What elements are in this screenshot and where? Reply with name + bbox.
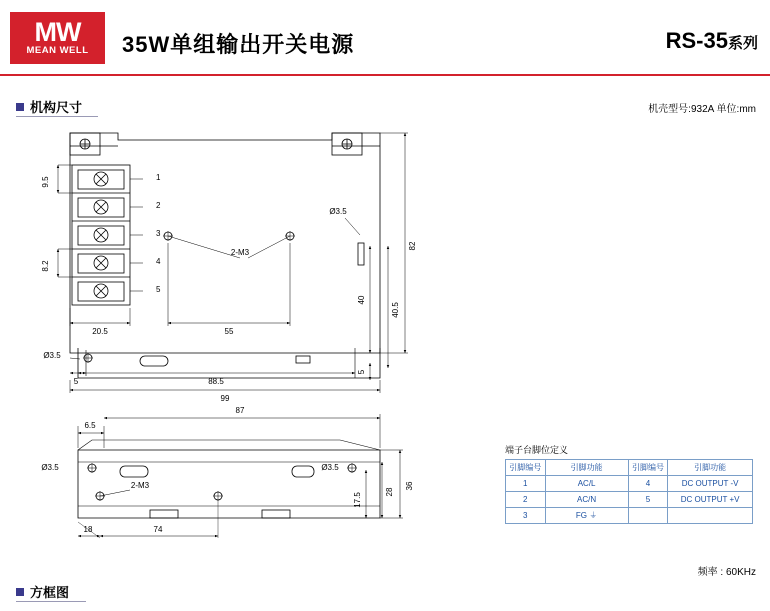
dim-5-left: 5 (73, 377, 79, 386)
section-heading-block-diagram-label: 方框图 (30, 585, 70, 600)
cell-func-4: DC OUTPUT -V (668, 476, 753, 492)
page-title: 35W单组输出开关电源 (122, 32, 355, 57)
dim-74: 74 (153, 525, 163, 534)
col-head-func-1: 引脚功能 (545, 460, 628, 476)
dim-55: 55 (224, 327, 234, 336)
pin-label-5: 5 (156, 285, 161, 294)
col-head-func-2: 引脚功能 (668, 460, 753, 476)
logo-wordmark: MEAN WELL (26, 45, 89, 56)
cell-pin-4: 4 (628, 476, 668, 492)
table-header-row (506, 460, 753, 476)
cell-pin-1: 1 (506, 476, 546, 492)
dim-hole-side-left: Ø3.5 (41, 463, 59, 472)
cell-pin-3: 3 (506, 508, 546, 524)
frequency-note: 频率 : 60KHz (697, 567, 756, 578)
pin-label-4: 4 (156, 257, 161, 266)
table-row (506, 492, 753, 508)
series-suffix: 系列 (727, 35, 758, 52)
cell-func-1: AC/L (545, 476, 628, 492)
cell-func-5: DC OUTPUT +V (668, 492, 753, 508)
meanwell-logo (10, 12, 105, 64)
case-model-note: 机壳型号:932A 单位:mm (648, 104, 756, 115)
page-header (0, 0, 770, 74)
dim-6-5: 6.5 (84, 421, 96, 430)
cell-func-empty (668, 508, 753, 524)
dim-18: 18 (83, 525, 93, 534)
cell-func-2: AC/N (545, 492, 628, 508)
square-bullet-icon (16, 588, 24, 596)
dim-20-5: 20.5 (92, 327, 108, 336)
cell-pin-2: 2 (506, 492, 546, 508)
dim-40: 40 (357, 295, 366, 305)
dim-28: 28 (385, 487, 394, 497)
terminal-table-title: 端子台脚位定义 (505, 445, 569, 455)
square-bullet-icon (16, 103, 24, 111)
section-heading-mechanical-label: 机构尺寸 (30, 100, 83, 115)
section-underline-mechanical (16, 116, 98, 117)
cell-pin-empty (628, 508, 668, 524)
section-heading-block-diagram (16, 582, 69, 601)
cell-func-3: FG ⏚ (545, 508, 628, 524)
table-row (506, 508, 753, 524)
dim-9-5: 9.5 (41, 176, 50, 188)
col-head-pin-2: 引脚编号 (628, 460, 668, 476)
dim-8-2: 8.2 (41, 260, 50, 272)
dim-hole-top: Ø3.5 (329, 207, 347, 216)
dim-36: 36 (405, 481, 414, 491)
dim-hole-left: Ø3.5 (43, 351, 61, 360)
pin-label-2: 2 (156, 201, 161, 210)
dim-99: 99 (220, 394, 230, 403)
table-row (506, 476, 753, 492)
dim-2-m3-side: 2-M3 (130, 481, 150, 490)
series-label (666, 28, 758, 54)
pin-label-3: 3 (156, 229, 161, 238)
series-code: RS-35 (665, 28, 728, 53)
cell-pin-5: 5 (628, 492, 668, 508)
header-divider (0, 74, 770, 76)
dim-88-5: 88.5 (208, 377, 224, 386)
dim-82: 82 (408, 241, 417, 251)
dim-87: 87 (235, 406, 245, 415)
dim-17-5: 17.5 (353, 492, 362, 508)
dim-2-m3-top: 2-M3 (230, 248, 250, 257)
pin-label-1: 1 (156, 173, 161, 182)
section-underline-block-diagram (16, 601, 86, 602)
dim-5-right: 5 (357, 369, 366, 375)
dim-40-5: 40.5 (391, 302, 400, 318)
col-head-pin-1: 引脚编号 (506, 460, 546, 476)
terminal-definition-table (505, 443, 753, 524)
section-heading-mechanical (16, 97, 82, 116)
dim-hole-side-right: Ø3.5 (321, 463, 339, 472)
logo-mark: MW (34, 17, 81, 47)
